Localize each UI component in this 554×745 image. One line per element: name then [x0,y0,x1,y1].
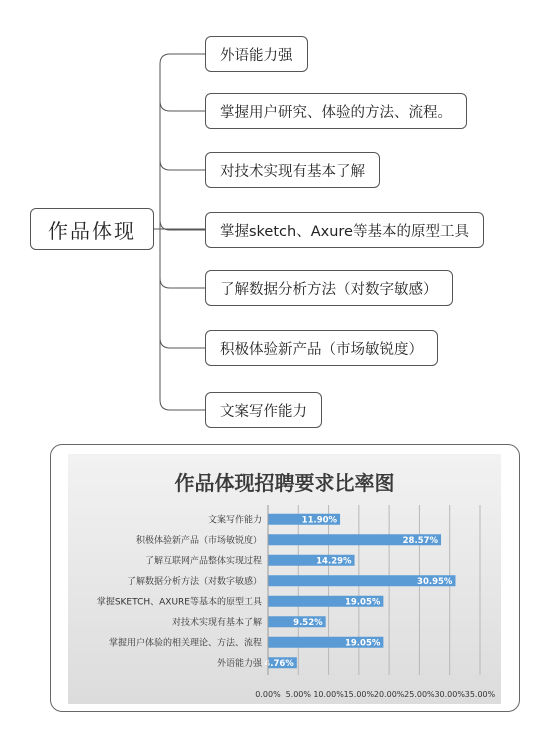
data-label: 9.52% [293,617,323,628]
x-tick-label: 15.00% [343,690,375,699]
x-tick-label: 0.00% [255,690,281,699]
x-tick-label: 5.00% [285,690,311,699]
data-label: 19.05% [344,597,381,608]
category-label: 掌握SKETCH、AXURE等基本的原型工具 [96,597,262,608]
category-label: 对技术实现有基本了解 [171,617,262,628]
category-label: 掌握用户体验的相关理论、方法、流程 [108,638,262,649]
mindmap-child-node: 外语能力强 [205,36,308,72]
data-label: 4.76% [264,658,294,669]
mindmap-child-node: 掌握用户研究、体验的方法、流程。 [205,93,467,129]
chart-panel [50,444,520,712]
x-tick-label: 25.00% [404,690,435,699]
connector-spine [160,54,205,410]
mindmap-root-node: 作品体现 [30,208,154,250]
chart-background [68,454,501,704]
category-label: 积极体验新产品（市场敏锐度） [135,535,262,546]
data-label: 28.57% [402,535,439,546]
connector-branch [160,278,205,288]
bar-chart [68,454,501,704]
x-tick-label: 10.00% [313,690,344,699]
x-tick-label: 30.00% [434,690,465,699]
data-label: 11.90% [301,515,338,526]
connector-branch [160,101,205,111]
x-tick-label: 20.00% [373,690,405,699]
data-label: 30.95% [417,576,453,587]
mindmap-child-node: 掌握sketch、Axure等基本的原型工具 [205,212,484,248]
category-label: 文案写作能力 [207,515,262,526]
data-label: 14.29% [316,556,352,567]
connector-branch [160,338,205,348]
x-tick-label: 35.00% [464,690,496,699]
mindmap-child-node: 对技术实现有基本了解 [205,152,380,188]
mindmap-child-node: 了解数据分析方法（对数字敏感） [205,270,453,306]
mindmap-child-node: 积极体验新产品（市场敏锐度） [205,330,438,366]
category-label: 了解数据分析方法（对数字敏感） [126,576,262,587]
chart-title: 作品体现招聘要求比率图 [174,471,395,495]
connector-branch [160,160,205,170]
mindmap-child-node: 文案写作能力 [205,392,322,428]
data-label: 19.05% [344,638,381,649]
category-label: 了解互联网产品整体实现过程 [144,556,262,567]
category-label: 外语能力强 [216,658,262,669]
